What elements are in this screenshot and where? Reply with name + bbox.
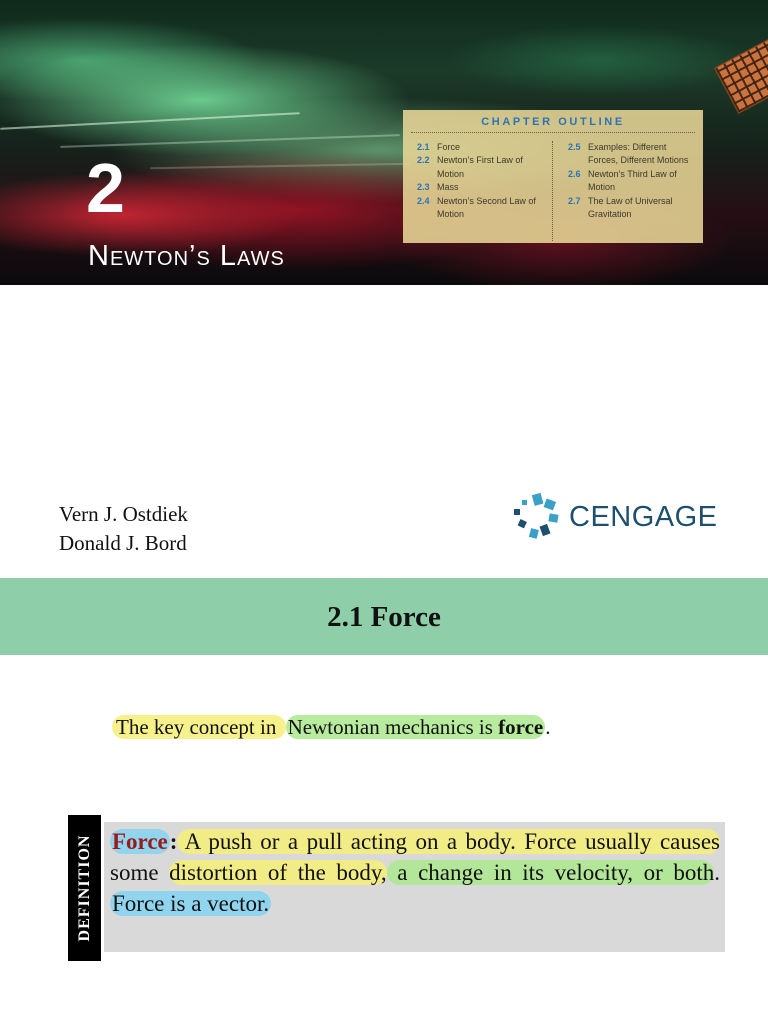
key-concept-sentence bbox=[112, 713, 550, 741]
highlight-yellow: A push or a pull acting on a body. Force usually causes bbox=[177, 829, 720, 854]
aurora-streak bbox=[60, 134, 400, 148]
outline-item-text: The Law of Universal Gravitation bbox=[588, 195, 673, 220]
highlight-blue: Force is a vector. bbox=[112, 891, 270, 916]
section-title: 2.1 Force bbox=[327, 601, 441, 633]
author-list bbox=[59, 500, 188, 558]
definition-plain-text: . bbox=[714, 860, 720, 885]
outline-divider-line bbox=[411, 132, 695, 133]
outline-item-number: 2.3 bbox=[417, 182, 430, 193]
definition-tab-label: DEFINITION bbox=[75, 834, 93, 942]
outline-item[interactable] bbox=[417, 141, 547, 154]
outline-item-number: 2.2 bbox=[417, 155, 430, 166]
aurora-streak bbox=[150, 163, 410, 170]
highlight-blue bbox=[110, 829, 170, 854]
outline-item[interactable] bbox=[568, 141, 698, 168]
outline-item[interactable] bbox=[417, 181, 547, 194]
outline-column-divider bbox=[552, 141, 553, 241]
outline-item[interactable] bbox=[417, 195, 547, 222]
chapter-banner bbox=[0, 0, 768, 285]
definition-tab bbox=[68, 815, 101, 961]
chapter-outline bbox=[403, 110, 703, 243]
cengage-mark-icon bbox=[511, 492, 563, 542]
logo-wordmark: CENGAGE bbox=[569, 501, 718, 533]
highlight-green bbox=[286, 715, 546, 739]
author-name: Donald J. Bord bbox=[59, 531, 187, 555]
outline-item-number: 2.1 bbox=[417, 142, 430, 152]
chapter-number: 2 bbox=[86, 149, 125, 227]
outline-left-column bbox=[417, 141, 547, 221]
outline-item-number: 2.7 bbox=[568, 195, 581, 206]
chapter-title: Newton’s Laws bbox=[88, 240, 285, 272]
outline-item[interactable] bbox=[568, 168, 698, 195]
highlight-blue: a change in its velocity, or both bbox=[386, 860, 715, 885]
outline-item-text: Mass bbox=[437, 182, 459, 193]
aurora-streak bbox=[0, 112, 300, 130]
highlight-yellow: distortion of the body, bbox=[169, 860, 387, 885]
outline-item-text: Newton’s Third Law of Motion bbox=[588, 168, 677, 193]
definition-text bbox=[110, 826, 720, 919]
outline-item-text: Newton’s First Law of Motion bbox=[437, 155, 523, 179]
highlight-yellow: The key concept in bbox=[112, 715, 286, 739]
outline-item[interactable] bbox=[568, 195, 698, 222]
definition-box bbox=[104, 822, 725, 952]
key-term-force: force bbox=[498, 715, 544, 739]
outline-item-number: 2.6 bbox=[568, 168, 581, 179]
definition-colon: : bbox=[169, 829, 178, 854]
definition-term: Force bbox=[112, 829, 168, 854]
outline-right-column bbox=[568, 141, 698, 221]
section-header bbox=[0, 578, 768, 655]
outline-item-text: Force bbox=[437, 142, 461, 152]
sentence-period: . bbox=[545, 715, 551, 739]
cengage-logo bbox=[511, 492, 717, 542]
outline-item-text: Examples: Different Forces, Different Motions bbox=[588, 142, 689, 166]
outline-item[interactable] bbox=[417, 154, 547, 181]
outline-item-number: 2.5 bbox=[568, 142, 581, 152]
solar-panel-image bbox=[714, 34, 768, 114]
outline-item-number: 2.4 bbox=[417, 195, 430, 206]
definition-plain-text: some bbox=[110, 860, 170, 885]
author-name: Vern J. Ostdiek bbox=[59, 502, 188, 526]
key-text: Newtonian mechanics is bbox=[287, 715, 499, 739]
outline-item-text: Newton’s Second Law of Motion bbox=[437, 195, 536, 220]
outline-heading: CHAPTER OUTLINE bbox=[481, 116, 625, 128]
